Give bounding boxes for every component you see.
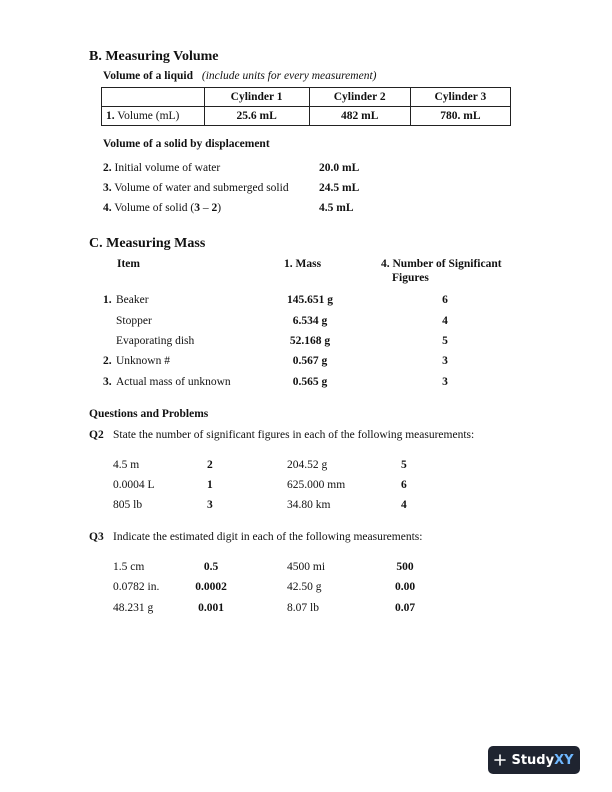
mass-item: Actual mass of unknown <box>116 376 231 388</box>
measurement: 625.000 mm <box>287 479 346 491</box>
mass-value: 145.651 g <box>287 294 333 306</box>
liquid-note: (include units for every measurement) <box>201 70 377 82</box>
solid-heading: Volume of a solid by displacement <box>103 138 270 150</box>
row-label-text: Volume of water and submerged solid <box>114 182 289 194</box>
studyxy-logo[interactable] <box>488 746 580 774</box>
table-row <box>103 376 231 388</box>
measurement: 805 lb <box>113 499 143 511</box>
cylinder-2-volume: 482 mL <box>309 107 410 126</box>
section-c-title: C. Measuring Mass <box>89 236 206 251</box>
mass-header-sig-2: Figures <box>392 272 429 284</box>
table-row <box>103 315 152 327</box>
logo-text-study: Study <box>511 752 555 768</box>
q3-text: Indicate the estimated digit in each of the following measurements: <box>113 531 423 543</box>
q3-label: Q3 <box>89 531 104 543</box>
mass-item: Stopper <box>116 315 152 327</box>
measurement: 0.0782 in. <box>113 581 160 593</box>
table-header-row <box>102 88 511 107</box>
cylinder-1-volume: 25.6 mL <box>204 107 309 126</box>
measurement: 8.07 lb <box>287 602 319 614</box>
measurement: 0.0004 L <box>113 479 155 491</box>
logo-text <box>511 753 573 768</box>
table-row <box>103 294 149 306</box>
table-header-cylinder-2: Cylinder 2 <box>309 88 410 107</box>
sig-fig-value: 3 <box>442 355 448 367</box>
table-row <box>102 107 511 126</box>
measurement: 48.231 g <box>113 602 154 614</box>
sig-fig-value: 3 <box>442 376 448 388</box>
q2-text: State the number of significant figures in each of the following measurements: <box>113 429 475 441</box>
row-number: 2. <box>103 162 112 174</box>
volume-row-label <box>102 107 205 126</box>
row-label-text: Volume of solid ( <box>114 202 195 214</box>
answer: 3 <box>207 499 213 511</box>
answer: 0.5 <box>203 561 219 573</box>
answer: 500 <box>396 561 414 573</box>
row-number: 1. <box>106 110 115 122</box>
answer: 1 <box>207 479 213 491</box>
logo-text-xy: XY <box>554 752 574 768</box>
row-label-dash: – <box>200 202 212 214</box>
answer: 0.001 <box>198 602 224 614</box>
liquid-heading <box>103 70 376 82</box>
table-header-cylinder-1: Cylinder 1 <box>204 88 309 107</box>
mass-item: Evaporating dish <box>116 335 195 347</box>
row-label-text: Initial volume of water <box>114 162 221 174</box>
measurement: 1.5 cm <box>113 561 145 573</box>
sig-fig-value: 4 <box>442 315 448 327</box>
row-number: 1. <box>103 294 112 306</box>
row-label-text: Volume (mL) <box>117 110 180 122</box>
mass-header-sig: 4. Number of Significant <box>381 258 502 270</box>
row-number: 3. <box>103 182 112 194</box>
q3-prompt <box>89 531 422 543</box>
answer: 6 <box>401 479 407 491</box>
solid-row-label <box>103 162 220 174</box>
measurement: 4.5 m <box>113 459 140 471</box>
solid-row-value: 4.5 mL <box>319 202 354 214</box>
mass-value: 6.534 g <box>292 315 328 327</box>
mass-value: 0.567 g <box>292 355 328 367</box>
mass-header-item: Item <box>117 258 140 270</box>
solid-row-label <box>103 202 221 214</box>
measurement: 4500 mi <box>287 561 326 573</box>
mass-header-mass: 1. Mass <box>284 258 322 270</box>
plus-icon <box>494 754 506 766</box>
table-header-blank <box>102 88 205 107</box>
sig-fig-value: 6 <box>442 294 448 306</box>
sig-fig-value: 5 <box>442 335 448 347</box>
mass-item: Unknown # <box>116 355 170 367</box>
row-label-close: ) <box>217 202 222 214</box>
measurement: 34.80 km <box>287 499 331 511</box>
mass-item: Beaker <box>116 294 149 306</box>
answer: 0.0002 <box>195 581 227 593</box>
solid-row-value: 24.5 mL <box>319 182 360 194</box>
q2-label: Q2 <box>89 429 104 441</box>
answer: 4 <box>401 499 407 511</box>
answer: 2 <box>207 459 213 471</box>
answer: 5 <box>401 459 407 471</box>
mass-value: 0.565 g <box>292 376 328 388</box>
measurement: 204.52 g <box>287 459 328 471</box>
row-number: 4. <box>103 202 112 214</box>
questions-heading: Questions and Problems <box>89 408 209 420</box>
cylinder-3-volume: 780. mL <box>410 107 510 126</box>
measurement: 42.50 g <box>287 581 322 593</box>
row-ref-2: 2 <box>211 202 218 214</box>
solid-row-value: 20.0 mL <box>319 162 360 174</box>
q2-prompt <box>89 429 474 441</box>
table-row <box>103 335 194 347</box>
table-header-cylinder-3: Cylinder 3 <box>410 88 510 107</box>
row-number: 3. <box>103 376 112 388</box>
row-ref-3: 3 <box>194 202 201 214</box>
table-row <box>103 355 170 367</box>
answer: 0.07 <box>394 602 416 614</box>
row-number: 2. <box>103 355 112 367</box>
solid-row-label <box>103 182 289 194</box>
answer: 0.00 <box>394 581 416 593</box>
liquid-heading-text: Volume of a liquid <box>103 70 194 82</box>
section-b-title: B. Measuring Volume <box>89 49 219 64</box>
mass-value: 52.168 g <box>289 335 331 347</box>
volume-table <box>101 87 511 126</box>
